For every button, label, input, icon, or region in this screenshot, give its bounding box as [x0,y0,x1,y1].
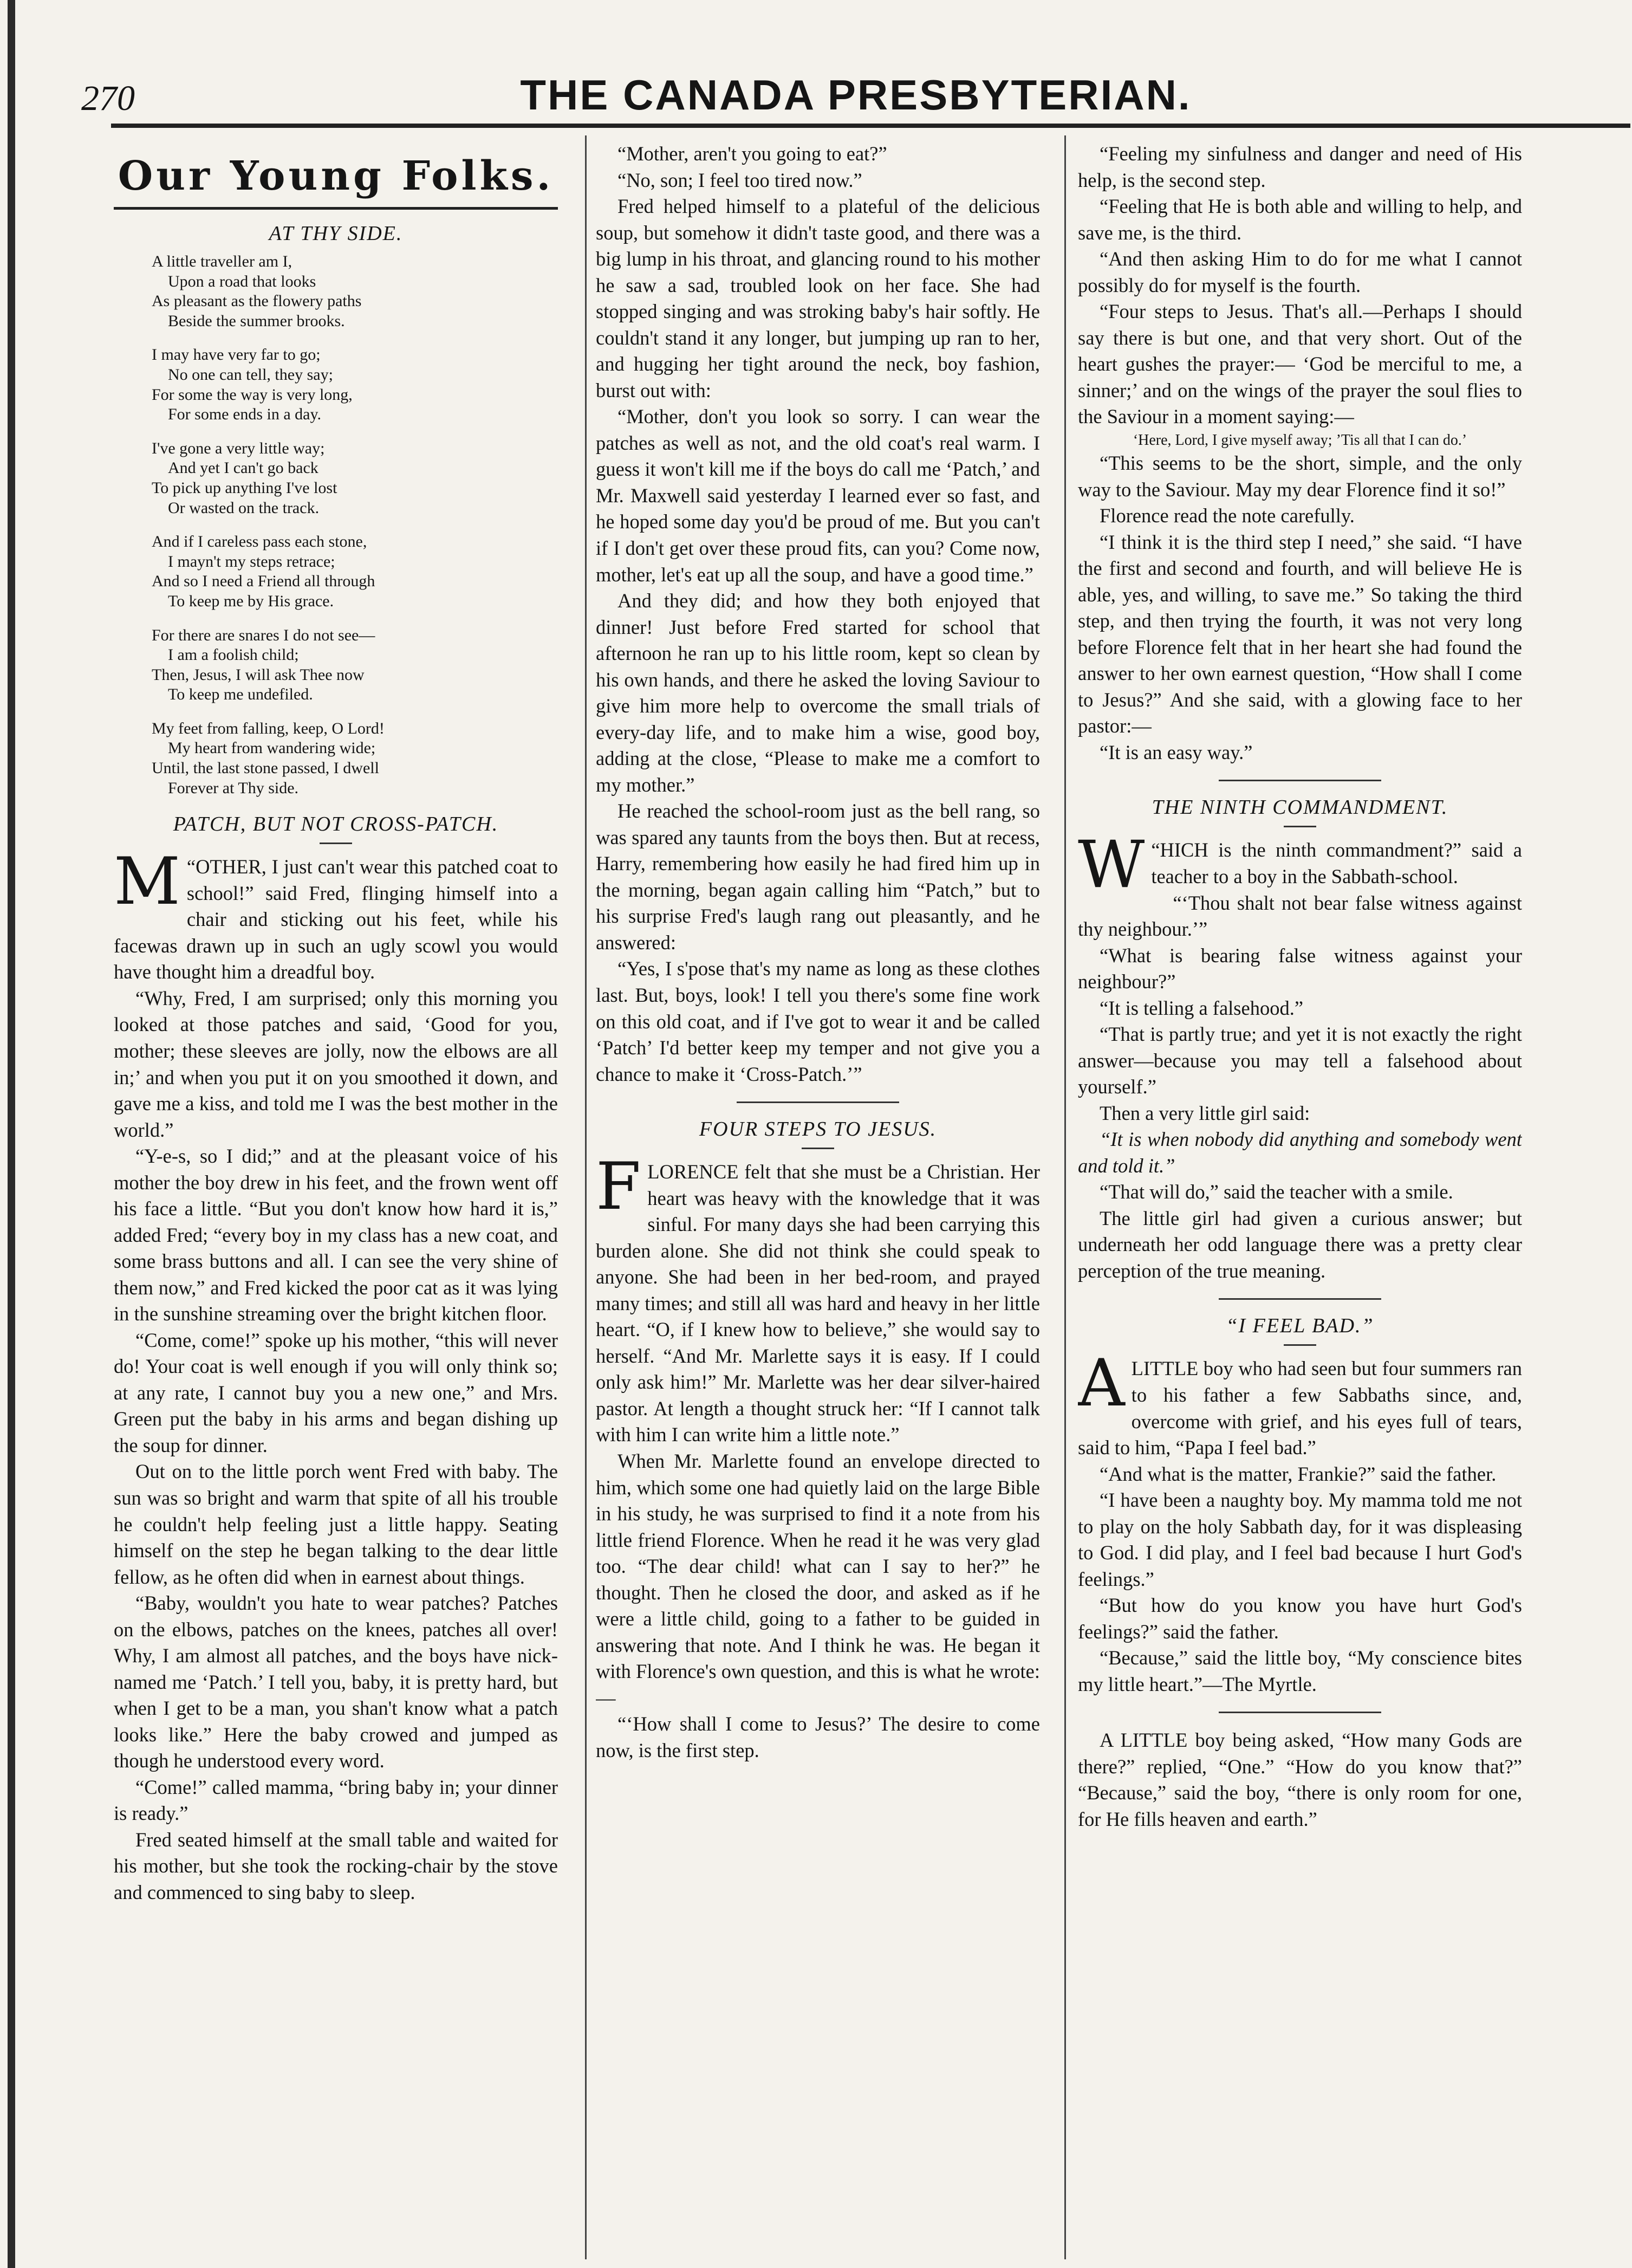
poem [152,252,558,798]
article-paragraph: “That is partly true; and yet it is not exactly the right answer—because you may tell a falsehood about yourself.” [1078,1023,1522,1098]
article-paragraph: “It is when nobody did anything and somebody went and told it.” [1078,1128,1522,1177]
closing-paragraph: A LITTLE boy being asked, “How many Gods are there?” replied, “One.” “How do you know that?” “Because,” said the boy, “there is only room for one, for He fills heaven and earth.” [1078,1729,1522,1830]
article-paragraph: “Yes, I s'pose that's my name as long as these clothes last. But, boys, look! I tell you there's some fine work on this old coat, and if I've got to wear it and be called ‘Patch’ I'd better keep my temper and not give you a chance to make it ‘Cross-Patch.’” [596,957,1040,1085]
article-title: FOUR STEPS TO JESUS. [699,1118,937,1141]
journal-title: THE CANADA PRESBYTERIAN. [520,71,1192,119]
verse-quote: ‘Here, Lord, I give myself away; ’Tis all that I can do.’ [1133,431,1467,449]
article-paragraph: “Four steps to Jesus. That's all.—Perhaps I should say there is but one, and that very short. Out of the heart gushes the prayer:— ‘God be merciful to me, a sinner;’ and on the wings of the prayer the soul flies to the Saviour in a moment saying:— [1078,300,1522,428]
title-rule [802,1148,834,1149]
title-rule [320,843,352,844]
article-paragraph: “I have been a naughty boy. My mamma told me not to play on the holy Sabbath day, for it was displeasing to God. I did play, and I feel bad because I hurt God's feelings.” [1078,1489,1522,1590]
article-paragraph: Fred seated himself at the small table and waited for his mother, but she took the rocking-chair by the stove and commenced to sing baby to sleep. [114,1828,558,1903]
section-rule [1219,780,1381,781]
article-paragraph: Then a very little girl said: [1100,1101,1310,1124]
title-rule [1284,826,1316,827]
column-divider [1064,135,1066,2259]
article-paragraph: “Mother, aren't you going to eat?” [617,142,887,165]
article-paragraph: “Y-e-s, so I did;” and at the pleasant voice of his mother the boy drew in his feet, and the frown went off his face a little. “But you don't know how hard it is,” added Fred; “every boy in my class has a new coat, and some brass buttons and all. I can see the very shine of them now,” and Fred kicked the poor cat as it was lying in the sunshine streaming over the bright kitchen floor. [114,1145,558,1325]
drop-cap: F [596,1149,641,1225]
poem-line: I am a foolish child; [168,646,299,664]
column-2 [596,141,1040,2254]
article-paragraph: “But how do you know you have hurt God's feelings?” said the father. [1078,1594,1522,1643]
poem-line: Then, Jesus, I will ask Thee now [152,665,365,684]
article-paragraph: “Feeling that He is both able and willing to help, and save me, is the third. [1078,195,1522,244]
article-paragraph: “Come, come!” spoke up his mother, “this will never do! Your coat is well enough if you will only think so; at any rate, I cannot buy you a new one,” and Mrs. Green put the baby in his arms and began dishing up the soup for dinner. [114,1329,558,1456]
article-paragraph: “And what is the matter, Frankie?” said the father. [1100,1462,1497,1485]
section-rule [737,1101,899,1103]
article-paragraph: “And then asking Him to do for me what I cannot possibly do for myself is the fourth. [1078,248,1522,296]
poem-title: AT THY SIDE. [269,222,403,245]
poem-line: As pleasant as the flowery paths [152,292,362,310]
poem-line: Beside the summer brooks. [168,312,345,330]
article-paragraph: “What is bearing false witness against your neighbour?” [1078,944,1522,993]
article-paragraph: “No, son; I feel too tired now.” [617,169,862,191]
article-paragraph: “‘How shall I come to Jesus?’ The desire to come now, is the first step. [596,1713,1040,1761]
article-paragraph: When Mr. Marlette found an envelope directed to him, which some one had quietly laid on the large Bible in his study, he was surprised to find it a note from his little friend Florence. When he read it he was very glad too. “The dear child! what can I say to her?” he thought. Then he closed the door, and asked as if he were a little child, going to a father to be guided in answering that note. And I think he was. He began it with Florence's own question, and this is what he wrote:— [596,1449,1040,1709]
poem-line: Until, the last stone passed, I dwell [152,759,379,777]
column-3 [1078,141,1522,2254]
poem-line: No one can tell, they say; [168,365,333,384]
title-rule [1284,1344,1316,1346]
poem-line: Upon a road that looks [168,272,316,290]
poem-stanza [152,719,558,798]
article-paragraph: “Because,” said the little boy, “My conscience bites my little heart.”—The Myrtle. [1078,1647,1522,1695]
drop-cap: W [1078,827,1145,903]
column-divider [585,135,587,2259]
poem-line: I've gone a very little way; [152,439,325,457]
section-rule [1219,1298,1381,1300]
page-header [81,70,1630,130]
article-paragraph [1078,1346,1522,1461]
article-paragraph [1078,827,1522,903]
drop-cap: A [1078,1346,1125,1422]
paragraph-text: LORENCE felt that she must be a Christian. Her heart was heavy with the knowledge that it was sinful. For many days she had been carrying this burden alone. She did not think she could speak to anyone. She had been in her bed-room, and prayed many times; and still all was hard and heavy in her little heart. “O, if I knew how to believe,” she would say to herself. “And Mr. Marlette says it is easy. If I could only ask him!” Mr. Marlette was her dear silver-haired pastor. At length a thought struck her: “If I cannot talk with him I can write him a little note.” [596,1161,1040,1446]
paragraph-text: “OTHER, I just can't wear this patched coat to school!” said Fred, flinging himself into a chair and sticking out his feet, while his facewas drawn up in such an ugly scowl you would have thought him a dreadful boy. [114,856,558,983]
article-paragraph: “Baby, wouldn't you hate to wear patches? Patches on the elbows, patches on the knees, patches all over! Why, I am almost all patches, and the boys have nick-named me ‘Patch.’ I tell you, baby, it is pretty hard, but when I get to be a man, you shan't know what a patch looks like.” Here the baby crowed and jumped as though he understood every word. [114,1592,558,1772]
poem-line: To pick up anything I've lost [152,478,337,497]
article-paragraph: “It is an easy way.” [1100,741,1253,763]
poem-line: To keep me undefiled. [168,685,313,704]
article-paragraph: “‘Thou shalt not bear false witness against thy neighbour.’” [1078,891,1522,941]
section-rule [1219,1712,1381,1713]
poem-stanza [152,626,558,705]
poem-line: And so I need a Friend all through [152,572,375,591]
page-number: 270 [81,79,135,118]
poem-stanza [152,439,558,518]
article-title: THE NINTH COMMANDMENT. [1152,796,1448,819]
header-rule [111,124,1630,128]
article-paragraph [114,844,558,986]
poem-line: Or wasted on the track. [168,498,320,517]
poem-line: For some ends in a day. [168,405,322,424]
article-paragraph: Fred helped himself to a plateful of the delicious soup, but somehow it didn't taste good, and there was a big lump in his throat, and glancing round to his mother he saw a sad, troubled look on her face. She had stopped singing and was stroking baby's hair softly. He couldn't stand it any longer, but jumping up ran to her, and hugging her tight around the neck, boy fashion, burst out with: [596,195,1040,401]
poem-line: Forever at Thy side. [168,779,299,797]
poem-line: I may have very far to go; [152,346,321,364]
article-paragraph: “I think it is the third step I need,” she said. “I have the first and second and fourth, and will believe He is able, yes, and willing, to save me.” So taking the third step, and then trying the fourth, it was not very long before Florence felt that in her heart she had found the answer to her own earnest question, “How shall I come to Jesus?” And she said, with a glowing face to her pastor:— [1078,530,1522,737]
paragraph-text: LITTLE boy who had seen but four summers ran to his father a few Sabbaths since, and, overcome with grief, and his eyes full of tears, said to him, “Papa I feel bad.” [1078,1357,1522,1459]
poem-line: For some the way is very long, [152,385,353,404]
paragraph-text: “HICH is the ninth commandment?” said a teacher to a boy in the Sabbath-school. [1151,839,1522,887]
article-paragraph: “Come!” called mamma, “bring baby in; your dinner is ready.” [114,1775,558,1825]
poem-line: To keep me by His grace. [168,592,334,610]
poem-line: For there are snares I do not see— [152,626,375,644]
article-paragraph: “Why, Fred, I am surprised; only this morning you looked at those patches and said, ‘Good for you, mother; these sleeves are jolly, now the elbows are all in;’ and when you put it on you smoothed it down, and gave me a kiss, and told me I was the best mother in the world.” [114,987,558,1141]
poem-line: And if I careless pass each stone, [152,533,367,551]
poem-stanza [152,252,558,331]
column-1 [114,141,558,2254]
article-title: PATCH, BUT NOT CROSS-PATCH. [173,813,499,836]
poem-line: My feet from falling, keep, O Lord! [152,719,385,737]
drop-cap: M [114,844,180,920]
article-paragraph: The little girl had given a curious answer; but underneath her odd language there was a pretty clear perception of the true meaning. [1078,1207,1522,1282]
poem-line: And yet I can't go back [168,459,318,477]
poem-line: I mayn't my steps retrace; [168,552,335,571]
poem-line: A little traveller am I, [152,252,292,270]
article-paragraph: And they did; and how they both enjoyed that dinner! Just before Fred started for school that afternoon he ran up to his little room, kept so clean by his own hands, and there he asked the loving Saviour to give him more help to overcome the small trials of every-day life, and to make him a wise, good boy, adding at the close, “Please to make me a comfort to my mother.” [596,589,1040,796]
article-title: “I FEEL BAD.” [1226,1314,1374,1338]
poem-stanza [152,532,558,611]
article-paragraph: “This seems to be the short, simple, and the only way to the Saviour. May my dear Florence find it so!” [1078,452,1522,501]
poem-line: My heart from wandering wide; [168,739,376,757]
article-paragraph: Florence read the note carefully. [1100,504,1355,527]
poem-stanza [152,345,558,424]
page-edge-rule [8,0,15,2268]
article-paragraph: He reached the school-room just as the bell rang, so was spared any taunts from the boys then. But at recess, Harry, remembering how easily he had fired him up in the morning, began again calling him “Patch,” but to his surprise Fred's laugh rang out pleasantly, and he answered: [596,800,1040,954]
article-paragraph: “It is telling a falsehood.” [1100,996,1304,1019]
article-paragraph [596,1149,1040,1448]
section-heading: Our Young Folks. [114,145,558,210]
article-paragraph: “Feeling my sinfulness and danger and need of His help, is the second step. [1078,142,1522,191]
article-paragraph: “That will do,” said the teacher with a smile. [1100,1181,1453,1203]
article-paragraph: Out on to the little porch went Fred with baby. The sun was so bright and warm that spite of all his trouble he couldn't help feeling just a little happy. Seating himself on the step he began talking to the dear little fellow, as he often did when in earnest about things. [114,1460,558,1588]
article-paragraph: “Mother, don't you look so sorry. I can wear the patches as well as not, and the old coat's real warm. I guess it won't kill me if the boys do call me ‘Patch,’ and Mr. Maxwell said yesterday I learned ever so fast, and he hoped some day you'd be proud of me. But you can't if I don't get over these proud fits, can you? Come now, mother, let's eat up all the soup, and have a good time.” [596,405,1040,586]
